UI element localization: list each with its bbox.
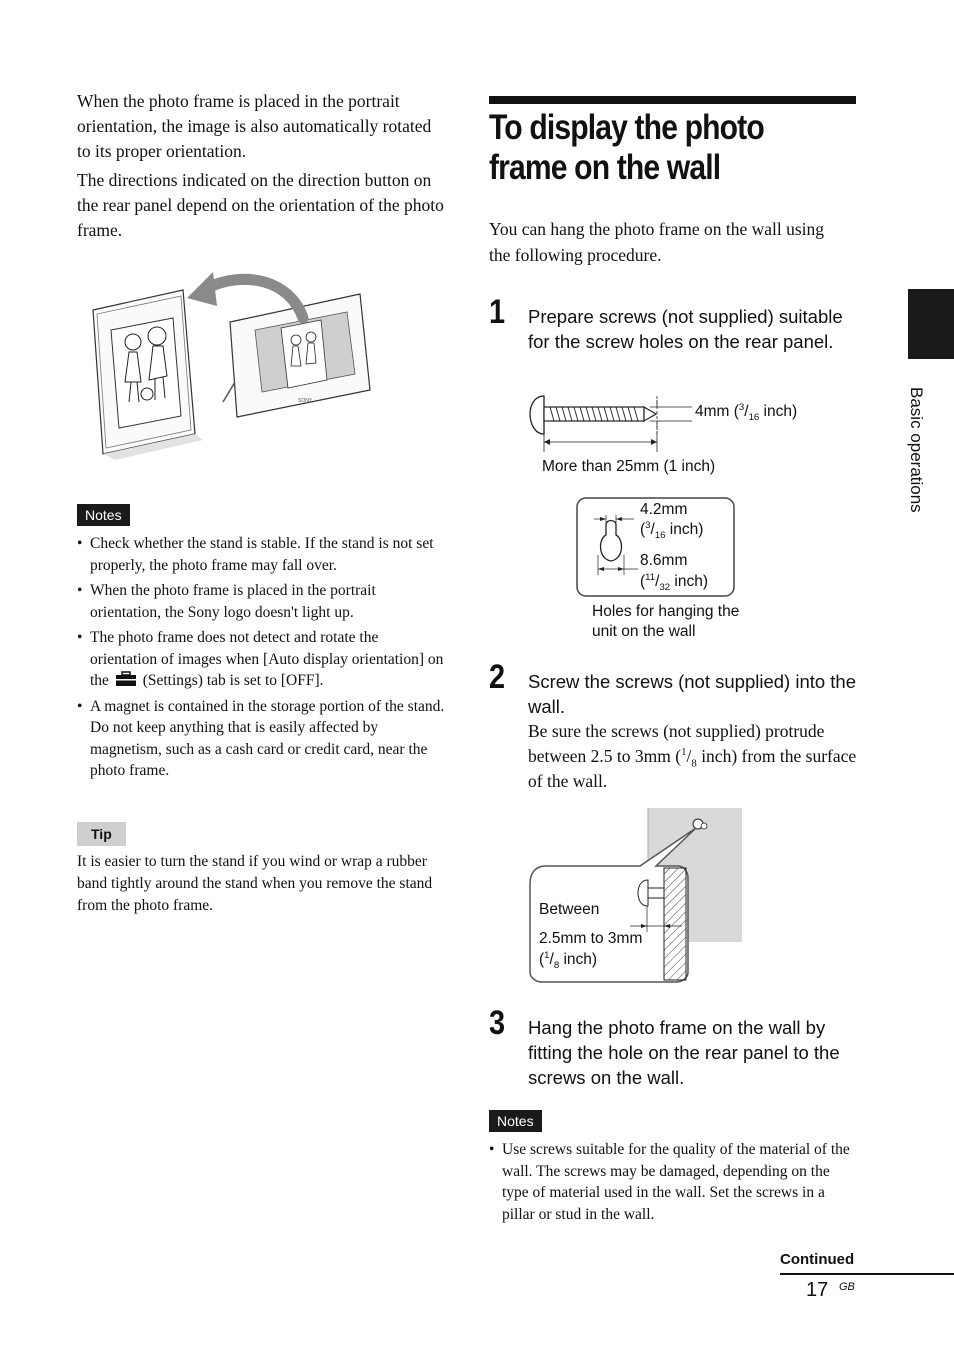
list-item: • A magnet is contained in the storage portion of the stand. Do not keep anything that is easily affected by magnetism, such as a cash card or credit card, near the photo frame. <box>77 697 445 779</box>
list-item: • Check whether the stand is stable. If the stand is not set properly, the photo frame may fall over. <box>77 535 434 574</box>
screw-length-label: More than 25mm (1 inch) <box>542 458 716 475</box>
list-item: • The photo frame does not detect and rotate the orientation of images when [Auto display orientation] on the (Settings) tab is set to [OFF]. <box>77 629 444 689</box>
notes-badge-right: Notes <box>489 1110 542 1132</box>
tip-text: It is easier to turn the stand if you wind or wrap a rubber band tightly around the stand when you remove the stand from the photo frame. <box>77 853 433 914</box>
hole-width-label: 4.2mm <box>640 501 688 518</box>
step-2-number: 2 <box>489 658 506 696</box>
rotation-illustration <box>85 262 375 462</box>
list-item: • Use screws suitable for the quality of the material of the wall. The screws may be damaged, depending on the type of material used in the wall. Set the screws in a pillar or stud in the wall. <box>489 1141 850 1223</box>
screw-diameter-label: 4mm ($^3/_{16}$ inch) <box>695 401 798 424</box>
section-tab-label: Basic operations <box>907 387 926 513</box>
notes-badge: Notes <box>77 504 130 526</box>
step-2-body: Be sure the screws (not supplied) protrude between 2.5 to 3mm ($^1/_8$ inch) from the surface of the wall. <box>528 721 857 791</box>
step-3-number: 3 <box>489 1004 506 1042</box>
continued-label: Continued <box>780 1251 855 1268</box>
page-title: To display the photo frame on the wall <box>489 108 764 187</box>
step-3-text: Hang the photo frame on the wall by fitting the hole on the rear panel to the screws on the wall. <box>528 1017 840 1088</box>
notes-list-right <box>489 1139 859 1225</box>
hole-width-inch-label: ($^3/_{16}$ inch) <box>640 519 704 542</box>
holes-caption: Holes for hanging the unit on the wall <box>592 603 740 640</box>
hole-head-label: 8.6mm <box>640 552 688 569</box>
step-2-text: Screw the screws (not supplied) into the wall. <box>528 671 857 717</box>
list-item: • When the photo frame is placed in the portrait orientation, the Sony logo doesn't light up. <box>77 582 376 621</box>
hole-head-inch-label: ($^{11}/_{32}$ inch) <box>640 571 709 594</box>
tip-badge: Tip <box>77 822 126 846</box>
toolbox-icon <box>115 671 137 687</box>
screw-dimension-diagram <box>520 392 720 460</box>
page-number: 17 <box>806 1279 829 1301</box>
gap-between-label: Between <box>539 901 600 918</box>
footer-rule <box>780 1273 954 1275</box>
step-1-number: 1 <box>489 293 506 331</box>
gap-range-label: 2.5mm to 3mm <box>539 930 643 947</box>
intro-paragraph-2: The directions indicated on the direction button on the rear panel depend on the orientation of the photo frame. <box>77 170 444 240</box>
frame-logo: SONY <box>298 398 313 404</box>
section-tab <box>908 289 954 359</box>
title-rule <box>489 96 856 104</box>
intro-text: You can hang the photo frame on the wall using the following procedure. <box>489 219 825 265</box>
notes-list <box>77 533 445 786</box>
page-suffix: GB <box>839 1281 855 1293</box>
intro-paragraph-1: When the photo frame is placed in the portrait orientation, the image is also automatically rotated to its proper orientation. <box>77 91 432 161</box>
gap-inch-label: ($^1/_8$ inch) <box>539 949 598 972</box>
step-1-text: Prepare screws (not supplied) suitable for the screw holes on the rear panel. <box>528 306 843 352</box>
